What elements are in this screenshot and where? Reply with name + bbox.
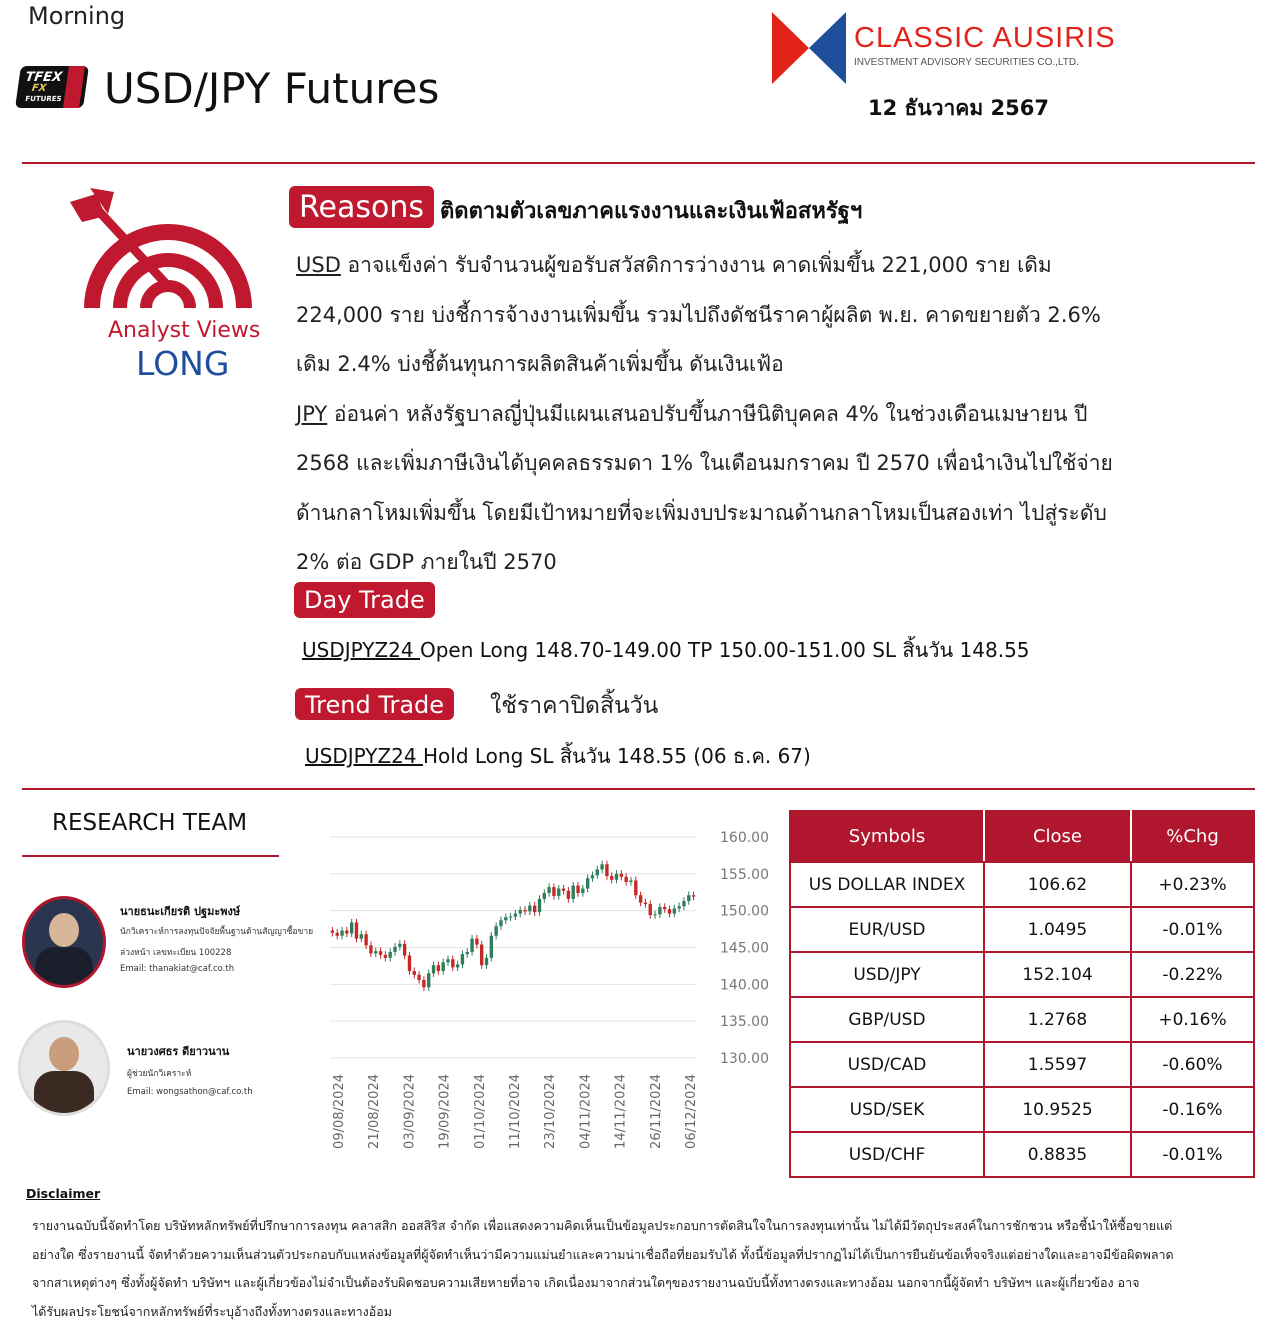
candle-body — [677, 906, 680, 908]
candle-body — [605, 864, 608, 876]
close-cell: 1.2768 — [984, 997, 1131, 1042]
analyst-view-position: LONG — [136, 344, 230, 383]
candle-body — [403, 944, 406, 956]
symbol-cell: US DOLLAR INDEX — [790, 862, 984, 907]
close-cell: 106.62 — [984, 862, 1131, 907]
member-2-name: นายวงศธร ดียาวนาน — [127, 1045, 230, 1058]
close-cell: 0.8835 — [984, 1132, 1131, 1177]
top-divider — [22, 162, 1255, 164]
candle-body — [441, 962, 444, 971]
candle-body — [557, 889, 560, 896]
candle-body — [629, 880, 632, 881]
usd-line-1 — [296, 241, 1196, 291]
avatar — [18, 1020, 110, 1116]
x-tick-label: 26/11/2024 — [648, 1074, 664, 1149]
usd-label: USD — [296, 253, 341, 277]
candle-body — [634, 880, 637, 895]
y-tick-label: 130.00 — [720, 1051, 769, 1067]
candle-body — [340, 931, 343, 936]
candle-body — [596, 869, 599, 875]
candle-body — [490, 936, 493, 958]
disclaimer-text — [32, 1212, 1242, 1326]
candle-body — [567, 891, 570, 899]
candle-body — [389, 952, 392, 958]
candle-body — [658, 907, 661, 914]
candle-body — [374, 951, 377, 953]
brand-logo-icon — [772, 12, 846, 84]
price-chart — [320, 820, 775, 1165]
candle-body — [485, 958, 488, 965]
candle-body — [355, 922, 358, 938]
table-row — [790, 1132, 1254, 1177]
trend-trade-symbol: USDJPYZ24 — [305, 744, 423, 768]
table-row — [790, 907, 1254, 952]
close-cell: 152.104 — [984, 952, 1131, 997]
candle-body — [336, 933, 339, 936]
x-tick-label: 11/10/2024 — [508, 1074, 523, 1149]
symbol-cell: USD/CHF — [790, 1132, 984, 1177]
x-tick-label: 14/11/2024 — [613, 1074, 629, 1149]
member-1-role: นักวิเคราะห์การลงทุนปัจจัยพื้นฐานด้านสัญญาซื้อขายล่วงหน้า เลขทะเบียน 100228 — [120, 927, 314, 958]
y-tick-label: 145.00 — [720, 940, 769, 957]
disclaimer-line-3: จากสาเหตุต่างๆ ซึ่งทั้งผู้จัดทำ บริษัทฯ และผู้เกี่ยวข้องไม่จำเป็นต้องรับผิดชอบความเสียหายที่อาจ เกิดเนื่องมาจากส่วนใดๆของรายงานฉบับนี้ทั้งทางตรงและทางอ้อม นอกจากนี้ผู้จัดทำ บริษัทฯ และผู้เกี่ยวข้อง อาจ — [32, 1275, 1140, 1290]
candle-body — [519, 910, 522, 914]
table-row — [790, 952, 1254, 997]
quotes-table — [789, 810, 1255, 1178]
candle-body — [610, 876, 613, 880]
candle-body — [393, 947, 396, 952]
candle-body — [422, 980, 425, 987]
candle-body — [480, 945, 483, 966]
candle-body — [432, 965, 435, 973]
candle-body — [624, 877, 627, 882]
usd-line-2: 224,000 ราย บ่งชี้การจ้างงานเพิ่มขึ้น รวมไปถึงดัชนีราคาผู้ผลิต พ.ย. คาดขยายตัว 2.6% — [296, 302, 1101, 327]
candle-body — [451, 959, 454, 967]
disclaimer-line-2: อย่างใด ซึ่งรายงานนี้ จัดทำด้วยความเห็นส่วนตัวประกอบกับแหล่งข้อมูลที่ผู้จัดทำเห็นว่ามีความแม่นยำและความน่าเชื่อถือที่ยอมรับได้ ทั้งนี้ข้อมูลที่ปรากฏไม่ได้เป็นการยืนยันข้อเท็จจริงแต่อย่างใดและอาจมีข้อผิดพลาด — [32, 1246, 1174, 1262]
header-chg: %Chg — [1131, 811, 1254, 862]
candle-body — [446, 959, 449, 962]
candle-body — [673, 908, 676, 913]
symbol-cell: EUR/USD — [790, 907, 984, 952]
avatar — [22, 896, 106, 988]
candle-body — [379, 951, 382, 955]
x-tick-label: 03/09/2024 — [402, 1074, 418, 1149]
candle-body — [581, 889, 584, 893]
candle-body — [331, 931, 334, 933]
x-tick-label: 06/12/2024 — [684, 1074, 699, 1149]
table-row — [790, 1042, 1254, 1087]
candle-body — [586, 878, 589, 888]
table-row — [790, 862, 1254, 907]
close-cell: 1.0495 — [984, 907, 1131, 952]
target-icon — [70, 188, 266, 313]
candle-body — [533, 906, 536, 913]
tfex-logo-line2: FX — [31, 83, 48, 94]
candle-body — [470, 939, 473, 952]
member-1-name: นายธนะเกียรติ ปฐมะพงษ์ — [120, 905, 241, 918]
candle-body — [461, 954, 464, 964]
page-title: USD/JPY Futures — [104, 64, 440, 113]
candle-body — [350, 922, 353, 933]
candle-body — [552, 887, 555, 896]
research-team-title: RESEARCH TEAM — [52, 810, 248, 836]
symbol-cell: USD/CAD — [790, 1042, 984, 1087]
candle-body — [466, 952, 469, 954]
candle-body — [692, 895, 695, 896]
tfex-logo — [15, 66, 89, 108]
candle-body — [644, 903, 647, 904]
chg-cell: -0.16% — [1131, 1087, 1254, 1132]
candle-body — [494, 926, 497, 936]
candle-body — [384, 955, 387, 958]
candle-body — [369, 945, 372, 953]
x-tick-label: 23/10/2024 — [543, 1074, 559, 1149]
day-trade-line — [302, 634, 1030, 666]
chg-cell: -0.60% — [1131, 1042, 1254, 1087]
candle-body — [528, 906, 531, 912]
jpy-line-2: 2568 และเพิ่มภาษีเงินได้บุคคลธรรมดา 1% ในเดือนมกราคม ปี 2570 เพื่อนำเงินไปใช้จ่าย — [296, 451, 1113, 475]
candle-body — [413, 971, 416, 975]
brand-subtitle: INVESTMENT ADVISORY SECURITIES CO.,LTD. — [854, 57, 1079, 68]
report-date: 12 ธันวาคม 2567 — [868, 96, 1049, 120]
candle-body — [523, 910, 526, 911]
chg-cell: +0.23% — [1131, 862, 1254, 907]
disclaimer-title: Disclaimer — [26, 1186, 101, 1201]
jpy-text-1: อ่อนค่า หลังรัฐบาลญี่ปุ่นมีแผนเสนอปรับขึ้นภาษีนิติบุคคล 4% ในช่วงเดือนเมษายน ปี — [327, 401, 1088, 426]
chg-cell: +0.16% — [1131, 997, 1254, 1042]
y-tick-label: 150.00 — [720, 903, 769, 920]
usd-line-3: เดิม 2.4% บ่งชี้ต้นทุนการผลิตสินค้าเพิ่มขึ้น ดันเงินเฟ้อ — [296, 352, 784, 376]
candle-body — [360, 934, 363, 938]
symbol-cell: USD/JPY — [790, 952, 984, 997]
brand-name: CLASSIC AUSIRIS — [854, 22, 1116, 54]
reasons-headline: ติดตามตัวเลขภาคแรงงานและเงินเฟ้อสหรัฐฯ — [440, 199, 863, 224]
candle-body — [682, 901, 685, 906]
usd-paragraph — [296, 241, 1196, 588]
candle-body — [514, 914, 517, 917]
trend-trade-tag: Trend Trade — [295, 688, 454, 720]
candle-body — [615, 874, 618, 880]
close-cell: 10.9525 — [984, 1087, 1131, 1132]
jpy-line-3: ด้านกลาโหมเพิ่มขึ้น โดยมีเป้าหมายที่จะเพิ่มงบประมาณด้านกลาโหมเป็นสองเท่า ไปสู่ระดับ — [296, 500, 1107, 525]
disclaimer-line-1: รายงานฉบับนี้จัดทำโดย บริษัทหลักทรัพย์ที่ปรึกษาการลงทุน คลาสสิก ออสสิริส จำกัด เพื่อแสดงความคิดเห็นเป็นข้อมูลประกอบการตัดสินใจในการลงทุนเท่านั้น ไม่ได้มีวัตถุประสงค์ในการชักชวน หรือชี้นำให้ซื้อขายแต่ — [32, 1218, 1173, 1233]
candle-body — [538, 899, 541, 912]
candle-body — [600, 864, 603, 869]
jpy-label: JPY — [296, 401, 328, 426]
x-tick-label: 01/10/2024 — [472, 1074, 488, 1149]
candle-body — [504, 917, 507, 920]
trend-trade-text: Hold Long SL สิ้นวัน 148.55 (06 ธ.ค. 67) — [422, 744, 811, 768]
candle-body — [398, 944, 401, 947]
x-tick-label: 09/08/2024 — [332, 1074, 347, 1149]
candle-body — [653, 914, 656, 915]
day-trade-symbol: USDJPYZ24 — [302, 638, 420, 662]
day-trade-text: Open Long 148.70-149.00 TP 150.00-151.00 SL สิ้นวัน 148.55 — [419, 638, 1030, 662]
analyst-views-label: Analyst Views — [108, 318, 261, 343]
candle-body — [417, 975, 420, 980]
member-2-role: ผู้ช่วยนักวิเคราะห์ — [127, 1069, 192, 1079]
trend-trade-note: ใช้ราคาปิดสิ้นวัน — [490, 693, 659, 719]
candle-body — [639, 895, 642, 902]
candle-body — [572, 886, 575, 899]
symbol-cell: GBP/USD — [790, 997, 984, 1042]
x-tick-label: 04/11/2024 — [578, 1074, 594, 1149]
y-tick-label: 155.00 — [720, 866, 769, 883]
candle-body — [437, 965, 440, 971]
y-tick-label: 140.00 — [720, 977, 769, 994]
candle-body — [456, 964, 459, 967]
tfex-logo-line3: FUTURES — [24, 95, 63, 103]
candle-body — [620, 874, 623, 877]
day-trade-tag: Day Trade — [294, 582, 435, 618]
candle-body — [576, 886, 579, 893]
y-tick-label: 135.00 — [720, 1014, 769, 1031]
candle-body — [408, 956, 411, 971]
candle-body — [668, 909, 671, 913]
candle-body — [663, 907, 666, 909]
chg-cell: -0.01% — [1131, 1132, 1254, 1177]
disclaimer-line-4: ได้รับผลประโยชน์จากหลักทรัพย์ที่ระบุอ้างถึงทั้งทางตรงและทางอ้อม — [32, 1303, 392, 1319]
candle-body — [364, 934, 367, 945]
member-2-email: Email: wongsathon@caf.co.th — [127, 1087, 253, 1097]
y-tick-label: 160.00 — [720, 830, 769, 846]
candle-body — [499, 920, 502, 926]
candle-body — [687, 895, 690, 901]
candle-body — [543, 893, 546, 899]
usd-text-1: อาจแข็งค่า รับจำนวนผู้ขอรับสวัสดิการว่างงาน คาดเพิ่มขึ้น 221,000 ราย เดิม — [340, 253, 1052, 277]
candle-body — [649, 904, 652, 915]
research-team-underline — [22, 855, 279, 857]
chg-cell: -0.22% — [1131, 952, 1254, 997]
close-cell: 1.5597 — [984, 1042, 1131, 1087]
reasons-tag: Reasons — [289, 186, 434, 228]
edition-label: Morning — [28, 2, 126, 30]
candle-body — [509, 917, 512, 918]
candle-body — [547, 887, 550, 893]
candle-body — [591, 875, 594, 878]
middle-divider — [22, 788, 1255, 790]
jpy-line-4: 2% ต่อ GDP ภายในปี 2570 — [296, 550, 557, 574]
table-row — [790, 1087, 1254, 1132]
candle-body — [345, 931, 348, 934]
x-tick-label: 19/09/2024 — [437, 1074, 453, 1149]
trend-trade-line — [305, 740, 811, 772]
quotes-header-row — [790, 811, 1254, 862]
candle-body — [427, 973, 430, 987]
jpy-line-1 — [296, 390, 1196, 440]
candle-body — [475, 939, 478, 945]
tfex-logo-line1: TFEX — [24, 70, 64, 85]
chg-cell: -0.01% — [1131, 907, 1254, 952]
symbol-cell: USD/SEK — [790, 1087, 984, 1132]
header-close: Close — [984, 811, 1131, 862]
table-row — [790, 997, 1254, 1042]
x-tick-label: 21/08/2024 — [367, 1074, 383, 1149]
member-1-email: Email: thanakiat@caf.co.th — [120, 964, 235, 974]
header-symbols: Symbols — [790, 811, 984, 862]
candle-body — [562, 889, 565, 891]
